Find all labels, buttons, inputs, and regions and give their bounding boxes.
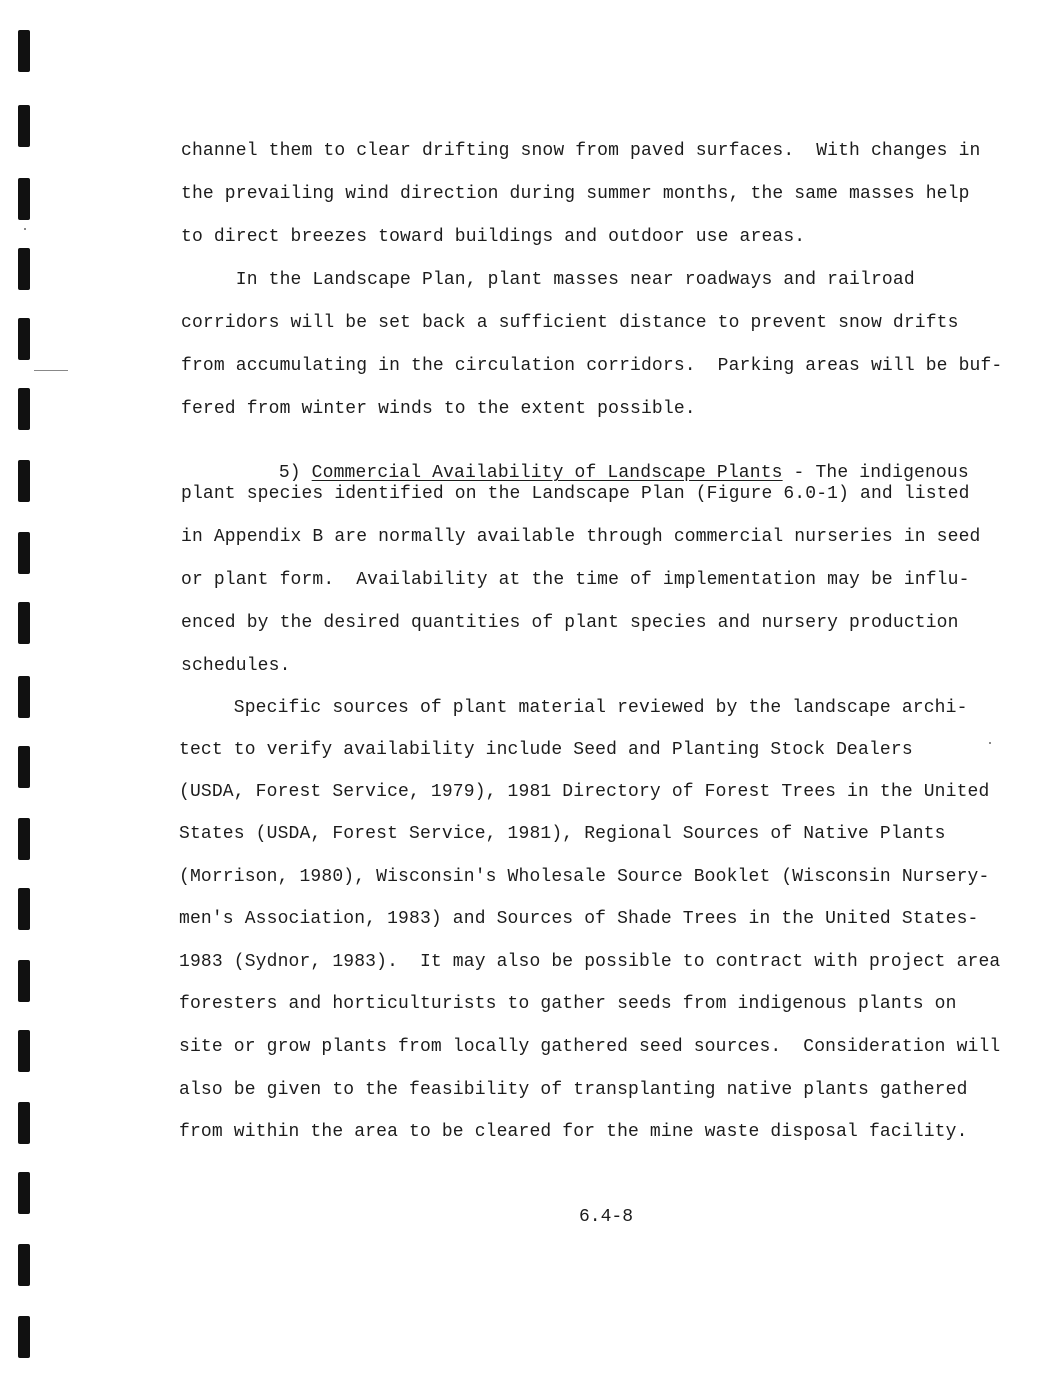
body-line: corridors will be set back a sufficient distance to prevent snow drifts [181,313,959,333]
scan-mark [18,388,30,430]
scan-mark [18,960,30,1002]
body-line: enced by the desired quantities of plant species and nursery production [181,613,959,633]
section-heading: Commercial Availability of Landscape Plants [311,463,783,483]
body-line: 1983 (Sydnor, 1983). It may also be possible to contract with project area [179,952,1001,972]
body-line: Specific sources of plant material reviewed by the landscape archi- [179,698,968,718]
section-heading-rest: - The indigenous [782,463,969,483]
body-line: to direct breezes toward buildings and outdoor use areas. [181,227,806,247]
scan-mark [18,318,30,360]
body-line: In the Landscape Plan, plant masses near roadways and railroad [181,270,915,290]
body-line: in Appendix B are normally available through commercial nurseries in seed [181,527,981,547]
body-line: (USDA, Forest Service, 1979), 1981 Directory of Forest Trees in the United [179,782,990,802]
scan-mark [18,1030,30,1072]
scan-speck [989,742,991,744]
body-line: or plant form. Availability at the time of implementation may be influ- [181,570,970,590]
body-line: (Morrison, 1980), Wisconsin's Wholesale Source Booklet (Wisconsin Nursery- [179,867,990,887]
scan-mark [18,178,30,220]
body-line: channel them to clear drifting snow from paved surfaces. With changes in [181,141,981,161]
body-line: site or grow plants from locally gathered seed sources. Consideration will [179,1037,1001,1057]
body-line: schedules. [181,656,291,676]
section-number: 5) [278,463,301,483]
body-line: from accumulating in the circulation corridors. Parking areas will be buf- [181,356,1003,376]
body-line: States (USDA, Forest Service, 1981), Regional Sources of Native Plants [179,824,946,844]
scan-mark [18,746,30,788]
scan-mark [18,888,30,930]
scan-speck [34,370,68,371]
body-line: men's Association, 1983) and Sources of Shade Trees in the United States- [179,909,979,929]
scan-mark [18,1316,30,1358]
scan-mark [18,105,30,147]
body-line: foresters and horticulturists to gather seeds from indigenous plants on [179,994,957,1014]
scan-mark [18,602,30,644]
body-line: the prevailing wind direction during summer months, the same masses help [181,184,970,204]
scan-mark [18,1244,30,1286]
body-line: from within the area to be cleared for the mine waste disposal facility. [179,1122,968,1142]
scan-speck [24,228,26,230]
body-line: plant species identified on the Landscape Plan (Figure 6.0-1) and listed [181,484,970,504]
scan-mark [18,1102,30,1144]
scan-mark [18,532,30,574]
body-line: tect to verify availability include Seed and Planting Stock Dealers [179,740,913,760]
binder-scan-marks [12,0,36,1380]
body-line: fered from winter winds to the extent possible. [181,399,696,419]
scan-mark [18,460,30,502]
scan-mark [18,1172,30,1214]
scan-mark [18,30,30,72]
scan-mark [18,818,30,860]
page-number: 6.4-8 [579,1207,634,1227]
scan-mark [18,248,30,290]
body-line: also be given to the feasibility of transplanting native plants gathered [179,1080,968,1100]
scan-mark [18,676,30,718]
